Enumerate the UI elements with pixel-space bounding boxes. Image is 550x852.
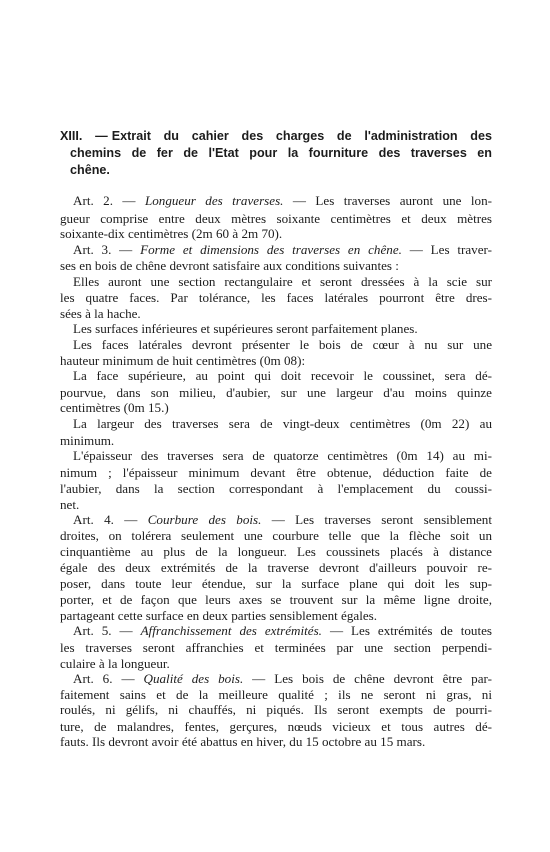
article-text: — Les traverses seront sensiblement xyxy=(261,512,492,527)
text-line: La largeur des traverses sera de vingt-deux centimètres (0m 22) au xyxy=(73,416,492,431)
text-line: roulés, ni gélifs, ni chauffés, ni piqués. Ils seront exempts de pourri- xyxy=(60,702,492,717)
heading-line-2: chemins de fer de l'Etat pour la fourniture des traverses en xyxy=(70,146,492,160)
text-line: hauteur minimum de huit centimètres (0m 08): xyxy=(60,353,306,368)
article-title: Affranchissement des extrémités. xyxy=(140,623,322,638)
text-line: faitement sains et de la meilleure qualité ; ils ne seront ni gras, ni xyxy=(60,687,492,702)
text-line: centimètres (0m 15.) xyxy=(60,400,169,415)
text-line: L'épaisseur des traverses sera de quatorze centimètres (0m 14) au mi- xyxy=(73,448,492,463)
article-title: Qualité des bois. xyxy=(143,671,244,686)
article-text: — Les traver- xyxy=(401,242,493,257)
article-title: Forme et dimensions des traverses en chêne. xyxy=(140,242,402,257)
text-line: soixante-dix centimètres (2m 60 à 2m 70). xyxy=(60,226,283,241)
text-line: pourvue, dans son milieu, d'aubier, sur une largeur d'au moins quinze xyxy=(60,385,492,400)
text-line: égale des deux extrémités de la traverse devront d'ailleurs pouvoir re- xyxy=(60,560,492,575)
section-number: XIII. — xyxy=(60,129,108,143)
article-text: — Les traverses auront une lon- xyxy=(283,193,493,208)
heading-text-1: Extrait du cahier des charges de l'administration des xyxy=(111,129,492,143)
heading-line-1 xyxy=(60,128,492,145)
article-title: Courbure des bois. xyxy=(147,512,262,527)
text-line: les traverses seront affranchies et terminées par une section perpendi- xyxy=(60,640,492,655)
text-line: minimum. xyxy=(60,433,115,448)
text-line: ture, de malandres, fentes, gerçures, nœuds vicieux et tous autres dé- xyxy=(60,719,492,734)
text-line xyxy=(73,242,492,258)
text-line: net. xyxy=(60,497,80,512)
text-line xyxy=(73,671,492,687)
text-line: Les surfaces inférieures et supérieures seront parfaitement planes. xyxy=(73,321,418,336)
text-line: Elles auront une section rectangulaire et seront dressées à la scie sur xyxy=(73,274,492,289)
text-line: ses en bois de chêne devront satisfaire aux conditions suivantes : xyxy=(60,258,399,273)
text-line: l'aubier, dans la section correspondant à l'emplacement du coussi- xyxy=(60,481,492,496)
article-label: Art. 2. — xyxy=(73,193,145,208)
article-text: — Les extrémités de toutes xyxy=(321,623,492,638)
article-label: Art. 3. — xyxy=(73,242,141,257)
text-line: droites, on tolérera seulement une courbure telle que la flèche soit un xyxy=(60,528,492,543)
text-line: sées à la hache. xyxy=(60,306,141,321)
text-line xyxy=(73,623,492,639)
text-line xyxy=(73,193,492,209)
text-line: nimum ; l'épaisseur minimum devant être obtenue, déduction faite de xyxy=(60,465,492,480)
text-line: cinquantième au plus de la longueur. Les coussinets placés à distance xyxy=(60,544,492,559)
text-line: gueur comprise entre deux mètres soixante centimètres et deux mètres xyxy=(60,211,492,226)
text-line: partageant cette surface en deux parties sensiblement égales. xyxy=(60,608,378,623)
article-title: Longueur des traverses. xyxy=(144,193,284,208)
text-line: fauts. Ils devront avoir été abattus en hiver, du 15 octobre au 15 mars. xyxy=(60,734,426,749)
article-label: Art. 5. — xyxy=(73,623,141,638)
section-heading xyxy=(60,128,492,179)
text-line: porter, et de façon que leurs axes se trouvent sur la même ligne droite, xyxy=(60,592,492,607)
text-line: poser, dans toute leur étendue, sur la surface plane qui doit les sup- xyxy=(60,576,492,591)
text-line: La face supérieure, au point qui doit recevoir le coussinet, sera dé- xyxy=(73,368,492,383)
article-label: Art. 6. — xyxy=(73,671,144,686)
article-label: Art. 4. — xyxy=(73,512,148,527)
text-line xyxy=(73,512,492,528)
text-line: culaire à la longueur. xyxy=(60,656,170,671)
article-text: — Les bois de chêne devront être par- xyxy=(243,671,492,686)
text-line: Les faces latérales devront présenter le bois de cœur à nu sur une xyxy=(73,337,492,352)
text-line: les quatre faces. Par tolérance, les faces latérales pourront être dres- xyxy=(60,290,492,305)
heading-line-3: chêne. xyxy=(70,163,110,177)
